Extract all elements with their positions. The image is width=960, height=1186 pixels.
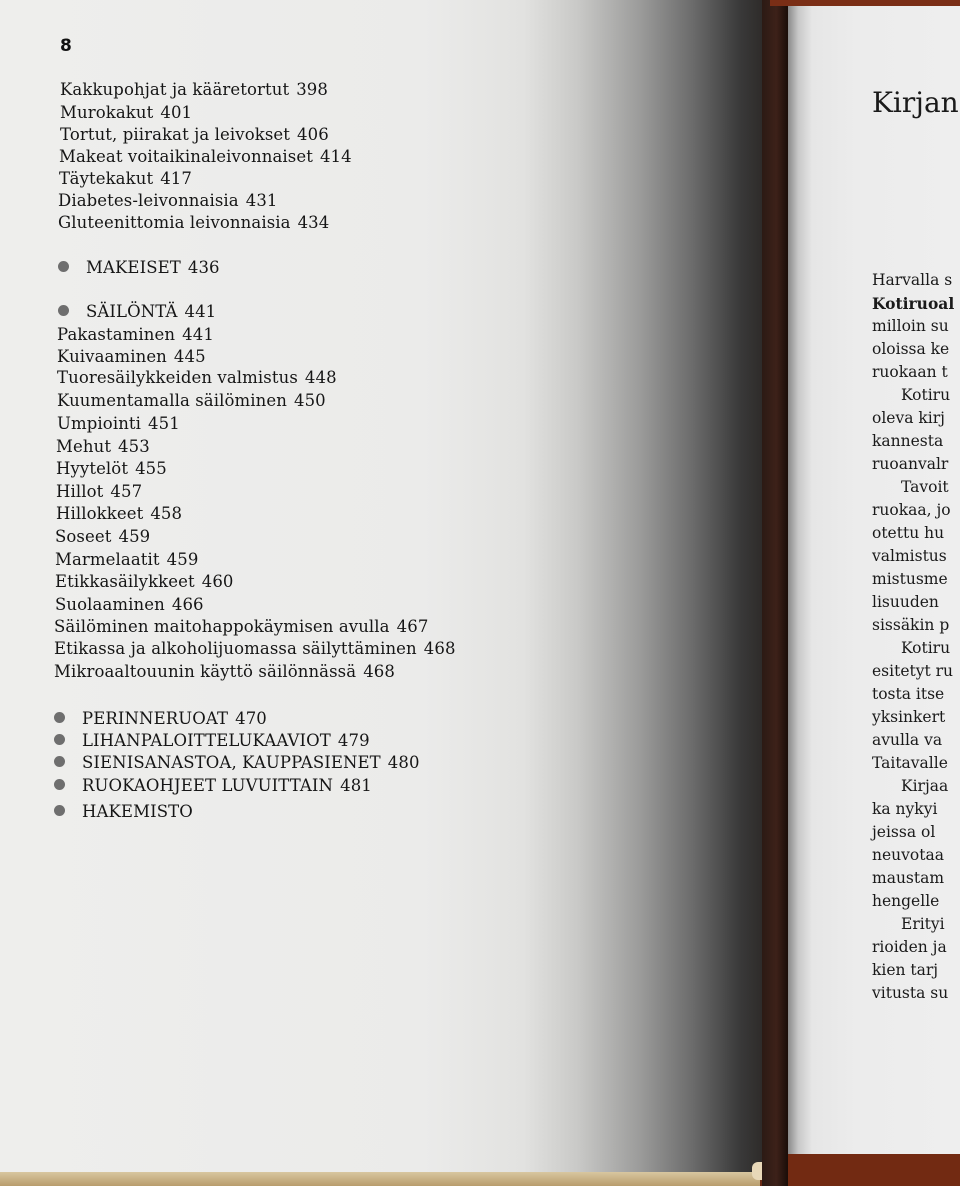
toc-entry-title: Hyytelöt xyxy=(56,459,129,478)
text-line: ruokaa, jo xyxy=(872,501,951,519)
text-line: hengelle xyxy=(872,892,940,910)
toc-entry-title: Marmelaatit xyxy=(55,550,160,569)
toc-entry-title: Gluteenittomia leivonnaisia xyxy=(58,213,291,232)
toc-section-title: RUOKAOHJEET LUVUITTAIN xyxy=(82,776,334,795)
toc-entry-page: 451 xyxy=(148,414,180,433)
toc-entry-page: 441 xyxy=(182,325,214,344)
toc-entry-title: Etikkasäilykkeet xyxy=(55,572,195,591)
text-line: Kotiru xyxy=(901,386,951,404)
text-line: sissäkin p xyxy=(872,616,950,634)
toc-entry-title: Mikroaaltouunin käyttö säilönnässä xyxy=(54,662,357,681)
toc-entry xyxy=(57,391,326,410)
toc-section xyxy=(54,776,372,795)
text-line: otettu hu xyxy=(872,524,945,542)
toc-entry xyxy=(55,572,234,591)
toc-entry xyxy=(57,347,206,366)
toc-section-page: 480 xyxy=(387,753,420,772)
text-line: Taitavalle xyxy=(872,754,948,772)
text-line: ka nykyi xyxy=(872,800,938,818)
toc-entry-title: Hillot xyxy=(56,482,104,501)
toc-entry xyxy=(59,169,192,188)
right-book-page xyxy=(788,6,960,1154)
toc-section-sailonta xyxy=(58,302,216,321)
toc-section-title: HAKEMISTO xyxy=(82,802,193,821)
bullet-icon xyxy=(58,305,69,316)
toc-entry-page: 466 xyxy=(171,595,204,614)
toc-entry xyxy=(54,662,395,681)
text-line: ruoanvalr xyxy=(872,455,949,473)
text-line: lisuuden xyxy=(872,593,939,611)
bullet-icon xyxy=(54,734,65,745)
toc-entry xyxy=(59,147,352,166)
toc-entry-page: 417 xyxy=(160,169,192,188)
toc-section xyxy=(54,802,193,821)
toc-entry-page: 468 xyxy=(423,639,456,658)
toc-entry-title: Suolaaminen xyxy=(55,595,165,614)
toc-entry-page: 467 xyxy=(396,617,429,636)
toc-entry-page: 398 xyxy=(296,80,328,99)
toc-section-title: LIHANPALOITTELUKAAVIOT xyxy=(82,731,331,750)
toc-entry-title: Kuivaaminen xyxy=(57,347,167,366)
toc-entry-page: 460 xyxy=(201,572,234,591)
toc-entry-title: Makeat voitaikinaleivonnaiset xyxy=(59,147,313,166)
toc-entry-page: 414 xyxy=(319,147,352,166)
text-line: ruokaan t xyxy=(872,363,948,381)
toc-entry xyxy=(55,550,198,569)
toc-entry xyxy=(60,125,329,144)
toc-entry-title: Diabetes-leivonnaisia xyxy=(58,191,239,210)
toc-entry-page: 458 xyxy=(150,504,183,523)
text-line: tosta itse xyxy=(872,685,945,703)
toc-entry-page: 459 xyxy=(118,527,151,546)
toc-entry-page: 448 xyxy=(304,368,337,387)
toc-entry-title: Säilöminen maitohappokäymisen avulla xyxy=(54,617,390,636)
toc-section xyxy=(54,709,267,728)
bullet-icon xyxy=(54,779,65,790)
toc-entry xyxy=(55,527,150,546)
toc-section-page: 441 xyxy=(184,302,217,321)
toc-entry-page: 457 xyxy=(110,482,143,501)
text-line: rioiden ja xyxy=(872,938,947,956)
toc-section xyxy=(54,731,370,750)
toc-entry xyxy=(56,437,150,456)
text-line: neuvotaa xyxy=(872,846,944,864)
toc-entry xyxy=(54,639,456,658)
toc-entry xyxy=(58,191,278,210)
toc-entry xyxy=(57,414,180,433)
right-page-title: Kirjan xyxy=(872,86,959,119)
text-line: oloissa ke xyxy=(872,340,950,358)
text-line: Erityi xyxy=(901,915,945,933)
text-line: mistusme xyxy=(872,570,948,588)
toc-entry-page: 406 xyxy=(297,125,329,144)
toc-entry-title: Täytekakut xyxy=(59,169,154,188)
text-line: oleva kirj xyxy=(872,409,945,427)
bullet-icon xyxy=(58,261,69,272)
toc-section-page: 481 xyxy=(340,776,372,795)
toc-entry xyxy=(56,482,142,501)
toc-entry-page: 445 xyxy=(173,347,206,366)
toc-entry-page: 431 xyxy=(245,191,278,210)
text-line: yksinkert xyxy=(872,708,946,726)
toc-section-page: 470 xyxy=(235,709,267,728)
page-number: 8 xyxy=(60,36,72,56)
toc-section-title: PERINNERUOAT xyxy=(82,709,229,728)
toc-entry xyxy=(55,595,204,614)
table-surface xyxy=(788,1154,960,1186)
toc-entry xyxy=(54,617,428,636)
text-line: esitetyt ru xyxy=(872,662,954,680)
text-line: maustam xyxy=(872,869,945,887)
toc-entry-page: 455 xyxy=(135,459,167,478)
text-line: Tavoit xyxy=(901,478,949,496)
toc-entry-title: Etikassa ja alkoholijuomassa säilyttäminen xyxy=(54,639,417,658)
bullet-icon xyxy=(54,756,65,767)
toc-entry xyxy=(60,80,328,99)
page-edge xyxy=(0,1172,760,1186)
toc-entry-page: 453 xyxy=(118,437,150,456)
toc-entry-title: Murokakut xyxy=(60,103,154,122)
toc-section xyxy=(54,753,420,772)
toc-entry-page: 401 xyxy=(160,103,193,122)
toc-entry-title: Mehut xyxy=(56,437,112,456)
toc-section-title: SÄILÖNTÄ xyxy=(86,302,178,321)
text-line: vitusta su xyxy=(872,984,949,1002)
toc-entry xyxy=(57,368,337,387)
toc-entry-page: 434 xyxy=(297,213,330,232)
text-line: kannesta xyxy=(872,432,944,450)
toc-entry-title: Pakastaminen xyxy=(57,325,176,344)
toc-entry xyxy=(56,459,167,478)
bullet-icon xyxy=(54,805,65,816)
text-line: Kotiruoal xyxy=(872,294,955,313)
toc-entry-title: Kakkupohjat ja kääretortut xyxy=(60,80,290,99)
toc-section-page: 436 xyxy=(187,258,220,277)
toc-entry xyxy=(57,325,214,344)
toc-entry-page: 468 xyxy=(363,662,395,681)
toc-entry-title: Soseet xyxy=(55,527,112,546)
toc-entry-title: Kuumentamalla säilöminen xyxy=(57,391,287,410)
toc-section-title: MAKEISET xyxy=(86,258,181,277)
text-line: milloin su xyxy=(872,317,949,335)
toc-section-makeiset xyxy=(58,258,220,277)
toc-section-page: 479 xyxy=(337,731,370,750)
text-line: Harvalla s xyxy=(872,271,953,289)
toc-entry-page: 450 xyxy=(293,391,326,410)
toc-entry xyxy=(58,213,329,232)
text-line: Kotiru xyxy=(901,639,951,657)
text-line: kien tarj xyxy=(872,961,939,979)
toc-entry xyxy=(56,504,182,523)
bullet-icon xyxy=(54,712,65,723)
toc-entry-title: Tuoresäilykkeiden valmistus xyxy=(57,368,298,387)
toc-section-title: SIENISANASTOA, KAUPPASIENET xyxy=(82,753,381,772)
text-line: valmistus xyxy=(872,547,947,565)
text-line: Kirjaa xyxy=(901,777,949,795)
toc-entry-page: 459 xyxy=(166,550,199,569)
toc-entry-title: Umpiointi xyxy=(57,414,142,433)
toc-entry xyxy=(60,103,192,122)
text-line: jeissa ol xyxy=(872,823,936,841)
toc-entry-title: Tortut, piirakat ja leivokset xyxy=(60,125,291,144)
toc-entry-title: Hillokkeet xyxy=(56,504,144,523)
text-line: avulla va xyxy=(872,731,943,749)
